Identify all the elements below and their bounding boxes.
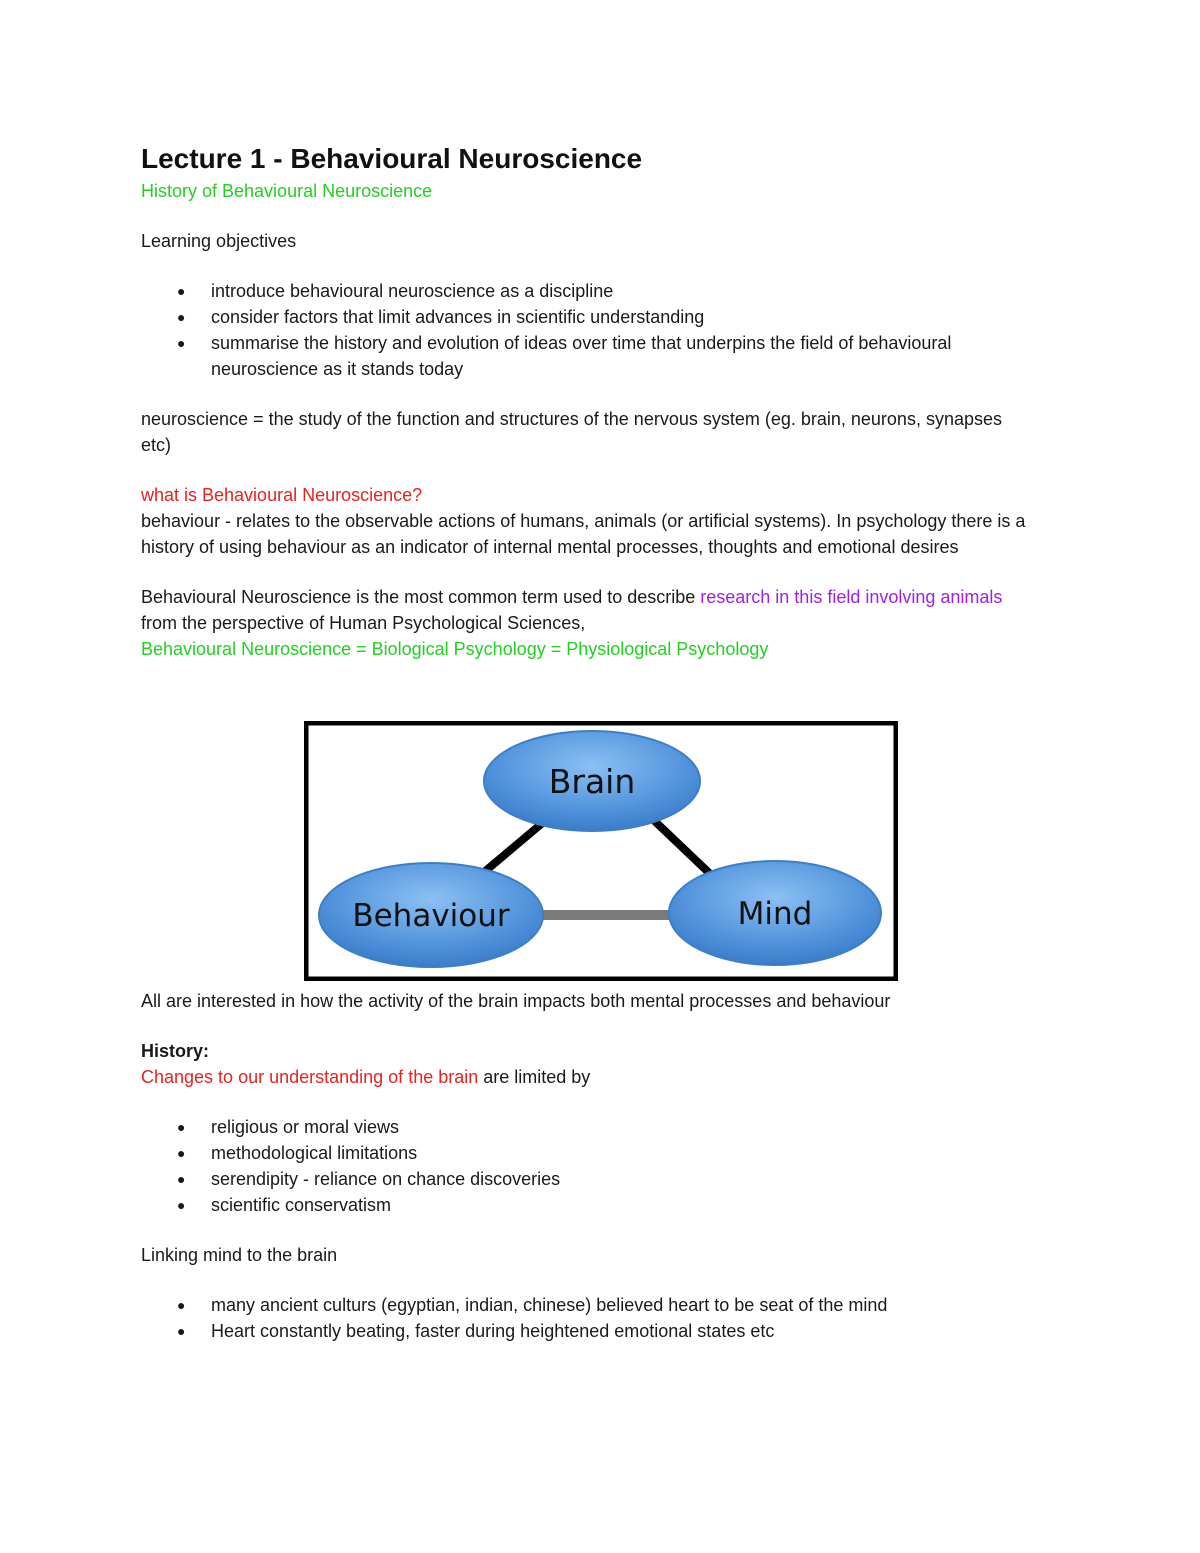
linking-heading: Linking mind to the brain <box>141 1245 338 1265</box>
bullet-icon: ● <box>177 1145 186 1161</box>
bullet-icon: ● <box>177 283 186 299</box>
interest-line: All are interested in how the activity of the brain impacts both mental processes and behaviour <box>141 991 891 1011</box>
changes-line: Changes to our understanding of the brain are limited by <box>141 1067 591 1087</box>
list-item: ● consider factors that limit advances in scientific understanding <box>141 304 1061 330</box>
bullet-icon: ● <box>177 1119 186 1135</box>
list-item: ● methodological limitations <box>141 1140 1061 1166</box>
neuroscience-definition: neuroscience = the study of the function and structures of the nervous system (eg. brain, neurons, synapses etc) <box>141 409 1002 455</box>
brain-mind-behaviour-diagram <box>304 721 898 981</box>
question-heading: what is Behavioural Neuroscience? <box>141 485 423 505</box>
behaviour-definition: behaviour - relates to the observable actions of humans, animals (or artificial systems). In psychology there is a history of using behaviour as an indicator of internal mental processes, thoughts and emotional desires <box>141 511 1026 557</box>
mind-label: Mind <box>737 896 813 932</box>
list-item: ● Heart constantly beating, faster during heightened emotional states etc <box>141 1318 1061 1344</box>
list-item: ● many ancient culturs (egyptian, indian, chinese) believed heart to be seat of the mind <box>141 1292 1061 1318</box>
list-item: ● scientific conservatism <box>141 1192 1061 1218</box>
objectives-list <box>141 278 1061 382</box>
bullet-icon: ● <box>177 309 186 325</box>
brain-label: Brain <box>548 762 636 801</box>
limits-list <box>141 1114 1061 1218</box>
bn-common-term: Behavioural Neuroscience is the most common term used to describe research in this field involving animals <box>141 587 1003 607</box>
equivalence-line: Behavioural Neuroscience = Biological Psychology = Physiological Psychology <box>141 639 769 659</box>
history-heading: History: <box>141 1041 210 1061</box>
document-content-lower <box>141 988 1061 1344</box>
objectives-heading: Learning objectives <box>141 231 297 251</box>
linking-list <box>141 1292 1061 1344</box>
bullet-icon: ● <box>177 1171 186 1187</box>
list-item: ● serendipity - reliance on chance discoveries <box>141 1166 1061 1192</box>
bullet-icon: ● <box>177 1323 186 1339</box>
bullet-icon: ● <box>177 1297 186 1313</box>
perspective-line: from the perspective of Human Psychological Sciences, <box>141 613 586 633</box>
list-item: ● summarise the history and evolution of ideas over time that underpins the field of behavioural neuroscience as it stands today <box>141 330 1061 382</box>
behaviour-label: Behaviour <box>352 898 510 934</box>
bullet-icon: ● <box>177 1197 186 1213</box>
bn-highlight: research in this field involving animals <box>700 587 1003 607</box>
bullet-icon: ● <box>177 335 186 351</box>
list-item: ● introduce behavioural neuroscience as a discipline <box>141 278 1061 304</box>
page-title: Lecture 1 - Behavioural Neuroscience <box>141 143 643 174</box>
subtitle: History of Behavioural Neuroscience <box>141 181 433 201</box>
document-content <box>141 140 1061 662</box>
list-item: ● religious or moral views <box>141 1114 1061 1140</box>
